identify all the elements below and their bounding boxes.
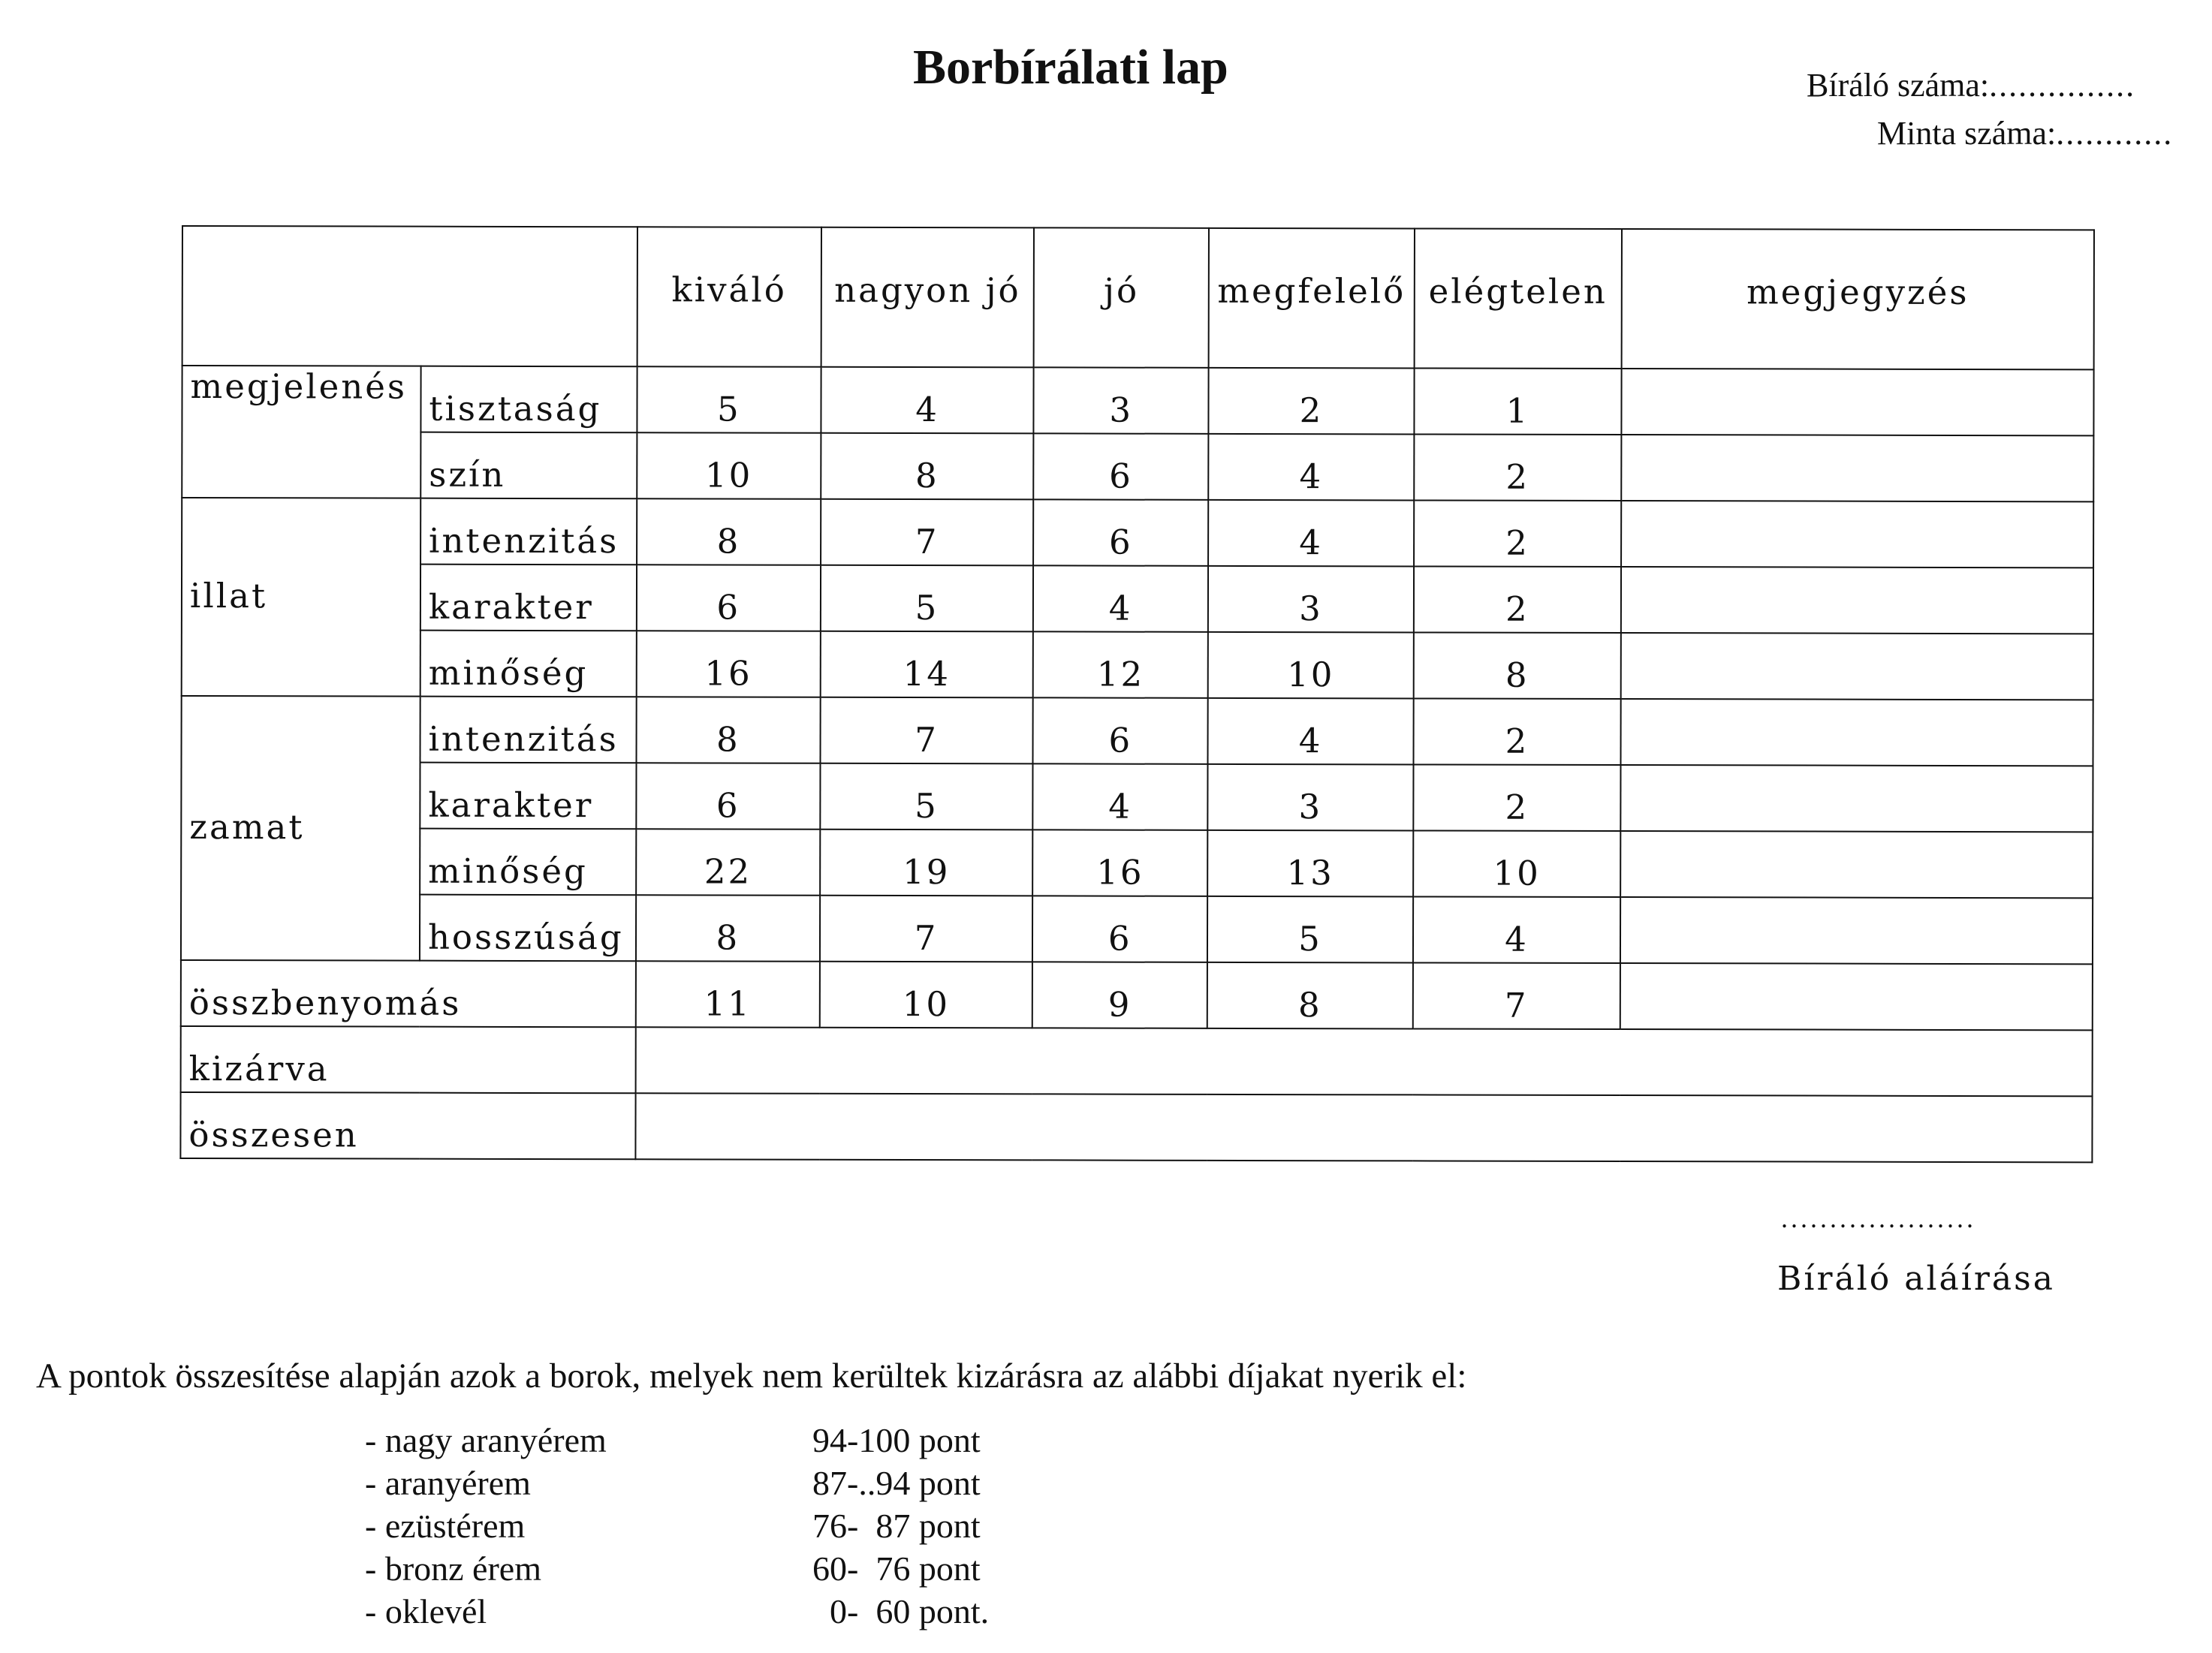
header-corner — [182, 226, 637, 366]
score-cell: 4 — [1207, 698, 1413, 765]
column-header: elégtelen — [1415, 228, 1622, 369]
signature-line: .................... — [1781, 1203, 1976, 1233]
award-name: - aranyérem — [365, 1464, 531, 1502]
reviewer-number-blank: ............... — [1989, 67, 2136, 104]
total-label: összesen — [180, 1092, 635, 1159]
criterion-label: minőség — [420, 829, 636, 896]
criterion-label: karakter — [420, 763, 636, 830]
table-row — [181, 828, 2093, 898]
column-header: megfelelő — [1209, 228, 1415, 369]
list-item — [365, 1419, 989, 1462]
criterion-label: minőség — [420, 631, 637, 697]
score-cell: 4 — [1033, 763, 1208, 830]
score-cell: 3 — [1207, 764, 1413, 831]
table-row — [182, 366, 2093, 435]
column-header: jó — [1034, 227, 1209, 367]
table-row — [182, 432, 2093, 501]
score-cell: 10 — [819, 962, 1032, 1028]
score-cell: 5 — [637, 366, 821, 433]
award-name: - oklevél — [365, 1592, 487, 1630]
score-cell: 10 — [637, 432, 821, 499]
notes-cell — [1621, 435, 2093, 501]
criterion-label: szín — [420, 432, 637, 499]
award-name: - ezüstérem — [365, 1507, 526, 1545]
score-cell: 2 — [1414, 434, 1621, 501]
notes-cell — [1621, 369, 2093, 435]
score-cell: 8 — [1207, 962, 1413, 1029]
score-cell: 8 — [636, 895, 820, 962]
score-cell: 4 — [821, 367, 1034, 434]
list-item — [365, 1547, 989, 1590]
excluded-value — [636, 1027, 2093, 1096]
notes-cell — [1621, 501, 2093, 568]
score-cell: 4 — [1208, 500, 1414, 567]
score-cell: 6 — [1034, 499, 1209, 565]
score-cell: 8 — [1414, 632, 1621, 699]
total-value — [635, 1093, 2092, 1162]
column-header: kiváló — [637, 227, 821, 367]
award-range: 94-100 pont — [812, 1421, 981, 1459]
score-cell: 2 — [1414, 566, 1621, 633]
score-cell: 4 — [1208, 434, 1414, 501]
score-cell: 6 — [1032, 896, 1207, 962]
criterion-label: hosszúság — [420, 895, 636, 962]
header-row — [182, 226, 2094, 369]
score-cell: 6 — [1033, 697, 1208, 763]
table-row — [181, 762, 2093, 832]
score-cell: 8 — [821, 433, 1034, 500]
table-row — [182, 696, 2093, 766]
awards-list — [365, 1419, 989, 1633]
excluded-row — [181, 1026, 2093, 1096]
score-cell: 8 — [637, 498, 821, 565]
excluded-label: kizárva — [181, 1026, 636, 1093]
signature-block — [1698, 1203, 2059, 1298]
award-range: 0- 60 pont. — [812, 1592, 990, 1630]
notes-cell — [1620, 963, 2093, 1030]
notes-cell — [1621, 567, 2093, 634]
total-row — [180, 1092, 2092, 1162]
score-cell: 1 — [1414, 368, 1621, 435]
score-cell: 3 — [1034, 367, 1209, 433]
score-cell: 7 — [1413, 962, 1620, 1029]
column-header: nagyon jó — [821, 227, 1034, 368]
criterion-label: karakter — [420, 565, 637, 631]
score-cell: 11 — [636, 961, 820, 1028]
page-title: Borbírálati lap — [913, 40, 1228, 95]
list-item — [365, 1462, 989, 1504]
sample-number-blank: ............ — [2056, 115, 2174, 152]
score-cell: 16 — [1033, 830, 1208, 896]
score-cell: 6 — [637, 565, 821, 631]
score-cell: 12 — [1033, 631, 1208, 697]
score-cell: 7 — [821, 499, 1034, 566]
list-item — [365, 1590, 989, 1633]
award-range: 87-..94 pont — [812, 1464, 981, 1502]
score-cell: 7 — [820, 896, 1033, 962]
overall-label: összbenyomás — [181, 960, 636, 1027]
table-row — [182, 630, 2093, 700]
group-label: illat — [182, 498, 421, 697]
sample-number-field — [1877, 114, 2173, 152]
award-name: - nagy aranyérem — [365, 1421, 607, 1459]
table-row — [182, 498, 2093, 568]
score-cell: 6 — [636, 763, 820, 830]
score-cell: 19 — [820, 830, 1033, 896]
score-cell: 2 — [1413, 698, 1620, 765]
awards-intro: A pontok összesítése alapján azok a borok, melyek nem kerültek kizárásra az alábbi díjakat nyerik el: — [36, 1356, 1467, 1396]
signature-label: Bíráló aláírása — [1777, 1260, 2055, 1298]
group-label: zamat — [181, 696, 420, 961]
score-cell: 10 — [1413, 830, 1620, 897]
score-cell: 22 — [636, 829, 820, 896]
score-cell: 6 — [1034, 433, 1209, 499]
sample-number-label: Minta száma: — [1877, 115, 2057, 152]
overall-row — [181, 960, 2093, 1030]
score-cell: 4 — [1033, 565, 1208, 631]
notes-cell — [1620, 831, 2093, 898]
table-row — [182, 564, 2093, 634]
criterion-label: intenzitás — [420, 697, 636, 763]
score-cell: 14 — [820, 631, 1033, 698]
criterion-label: tisztaság — [420, 366, 637, 433]
notes-cell — [1620, 699, 2093, 766]
score-cell: 10 — [1208, 632, 1414, 699]
score-cell: 5 — [821, 565, 1034, 632]
award-name: - bronz érem — [365, 1549, 541, 1588]
table-row — [181, 894, 2093, 964]
score-cell: 5 — [1207, 896, 1413, 963]
score-cell: 13 — [1207, 830, 1413, 897]
notes-cell — [1621, 633, 2093, 700]
score-cell: 16 — [637, 631, 821, 697]
score-cell: 2 — [1414, 500, 1621, 567]
group-label: megjelenés — [182, 366, 420, 498]
score-cell: 9 — [1032, 962, 1207, 1028]
score-cell: 8 — [636, 697, 820, 763]
score-cell: 4 — [1413, 896, 1620, 963]
score-cell: 5 — [820, 763, 1033, 830]
notes-cell — [1620, 897, 2093, 964]
reviewer-number-field — [1807, 66, 2135, 104]
award-range: 76- 87 pont — [812, 1507, 981, 1545]
score-cell: 2 — [1208, 368, 1414, 435]
notes-cell — [1620, 765, 2093, 832]
score-cell: 7 — [820, 697, 1033, 764]
reviewer-number-label: Bíráló száma: — [1807, 67, 1990, 104]
column-header-notes: megjegyzés — [1622, 229, 2094, 369]
scoring-table — [179, 225, 2095, 1163]
score-cell: 2 — [1413, 764, 1620, 831]
score-cell: 3 — [1208, 566, 1414, 633]
list-item — [365, 1504, 989, 1547]
criterion-label: intenzitás — [420, 498, 637, 565]
award-range: 60- 76 pont — [812, 1549, 981, 1588]
